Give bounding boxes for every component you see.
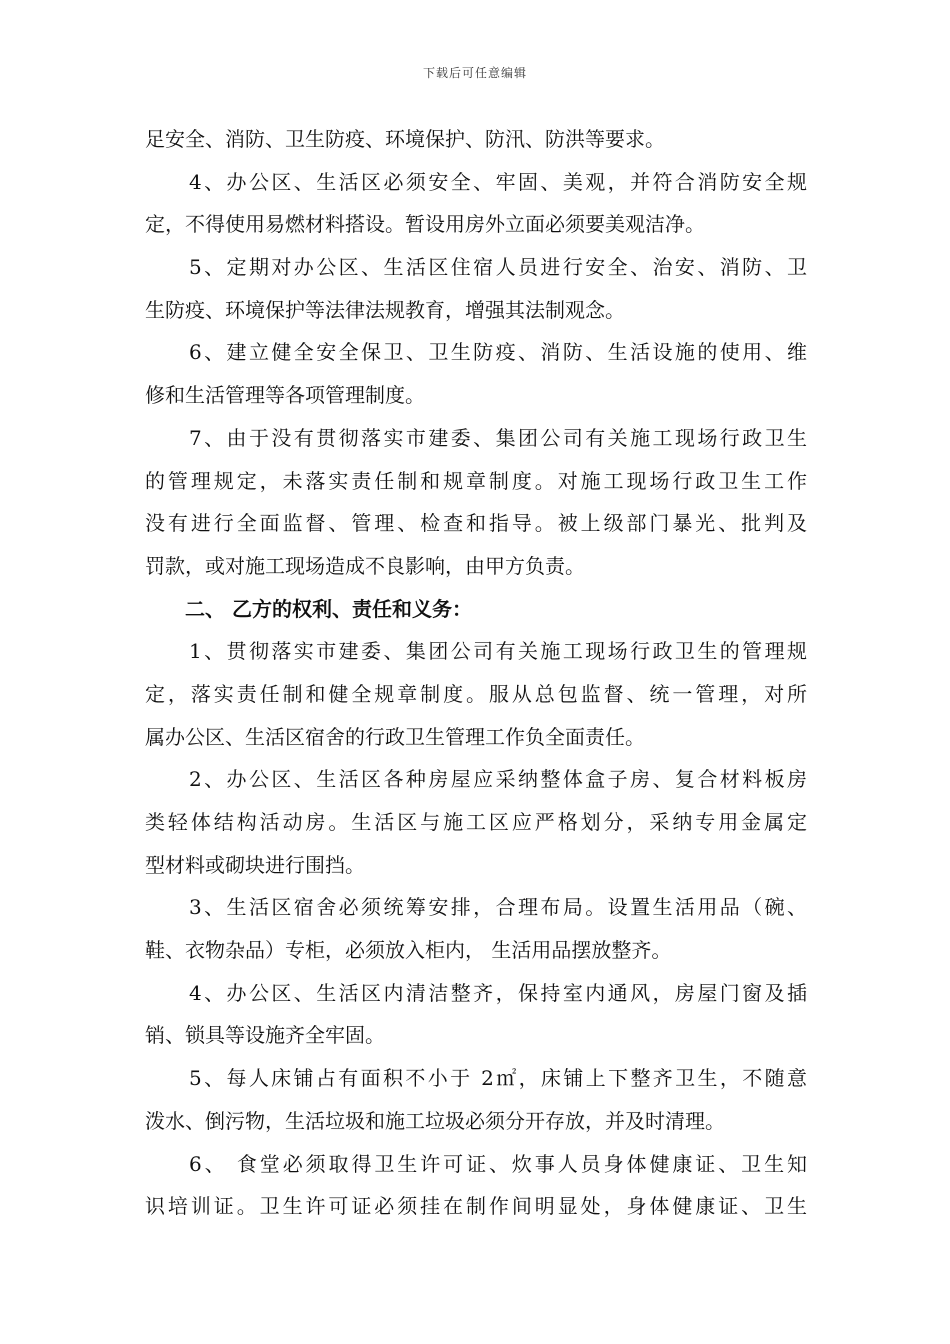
section-heading: 二、 乙方的权利、责任和义务： <box>185 596 472 621</box>
paragraph-last-line: 罚款，或对施工现场造成不良影响，由甲方负责。 <box>145 553 585 578</box>
paragraph-last-line: 定，不得使用易燃材料搭设。暂设用房外立面必须要美观洁净。 <box>145 212 705 237</box>
paragraph-last-line: 型材料或砌块进行围挡。 <box>145 852 365 877</box>
paragraph-last-line: 足安全、消防、卫生防疫、环境保护、防汛、防洪等要求。 <box>145 127 665 151</box>
paragraph-first-line: 5、定期对办公区、生活区住宿人员进行安全、治安、消防、卫 <box>189 255 807 280</box>
paragraph-first-line: 3、生活区宿舍必须统筹安排，合理布局。设置生活用品（碗、 <box>189 895 807 920</box>
paragraph-line: 没有进行全面监督、管理、检查和指导。被上级部门暴光、批判及 <box>145 511 807 536</box>
paragraph-line: 定，落实责任制和健全规章制度。服从总包监督、统一管理，对所 <box>145 681 807 706</box>
paragraph-last-line: 鞋、衣物杂品）专柜，必须放入柜内， 生活用品摆放整齐。 <box>145 938 672 963</box>
paragraph-first-line: 4、办公区、生活区内清洁整齐，保持室内通风，房屋门窗及插 <box>189 980 807 1005</box>
paragraph-first-line: 1、贯彻落实市建委、集团公司有关施工现场行政卫生的管理规 <box>189 639 807 664</box>
paragraph-first-line: 7、由于没有贯彻落实市建委、集团公司有关施工现场行政卫生 <box>189 425 807 450</box>
paragraph-last-line: 生防疫、环境保护等法律法规教育，增强其法制观念。 <box>145 297 625 322</box>
paragraph-first-line: 5、每人床铺占有面积不小于 2㎡，床铺上下整齐卫生，不随意 <box>189 1066 807 1091</box>
paragraph-last-line: 泼水、倒污物，生活垃圾和施工垃圾必须分开存放，并及时清理。 <box>145 1108 725 1133</box>
page-header: 下载后可任意编辑 <box>422 66 527 80</box>
paragraph-first-line: 4、办公区、生活区必须安全、牢固、美观，并符合消防安全规 <box>189 169 807 194</box>
paragraph-first-line: 6、 食堂必须取得卫生许可证、炊事人员身体健康证、卫生知 <box>189 1151 807 1176</box>
paragraph-first-line: 2、办公区、生活区各种房屋应采纳整体盒子房、复合材料板房 <box>189 767 807 792</box>
paragraph-last-line: 修和生活管理等各项管理制度。 <box>145 383 425 408</box>
paragraph-line: 识培训证。卫生许可证必须挂在制作间明显处，身体健康证、卫生 <box>145 1194 807 1219</box>
paragraph-line: 的管理规定，未落实责任制和规章制度。对施工现场行政卫生工作 <box>145 468 807 493</box>
paragraph-last-line: 销、锁具等设施齐全牢固。 <box>145 1023 385 1048</box>
paragraph-line: 类轻体结构活动房。生活区与施工区应严格划分，采纳专用金属定 <box>145 810 807 834</box>
document-body <box>145 118 807 1228</box>
paragraph-last-line: 属办公区、生活区宿舍的行政卫生管理工作负全面责任。 <box>145 724 645 749</box>
paragraph-first-line: 6、建立健全安全保卫、卫生防疫、消防、生活设施的使用、维 <box>189 340 807 365</box>
